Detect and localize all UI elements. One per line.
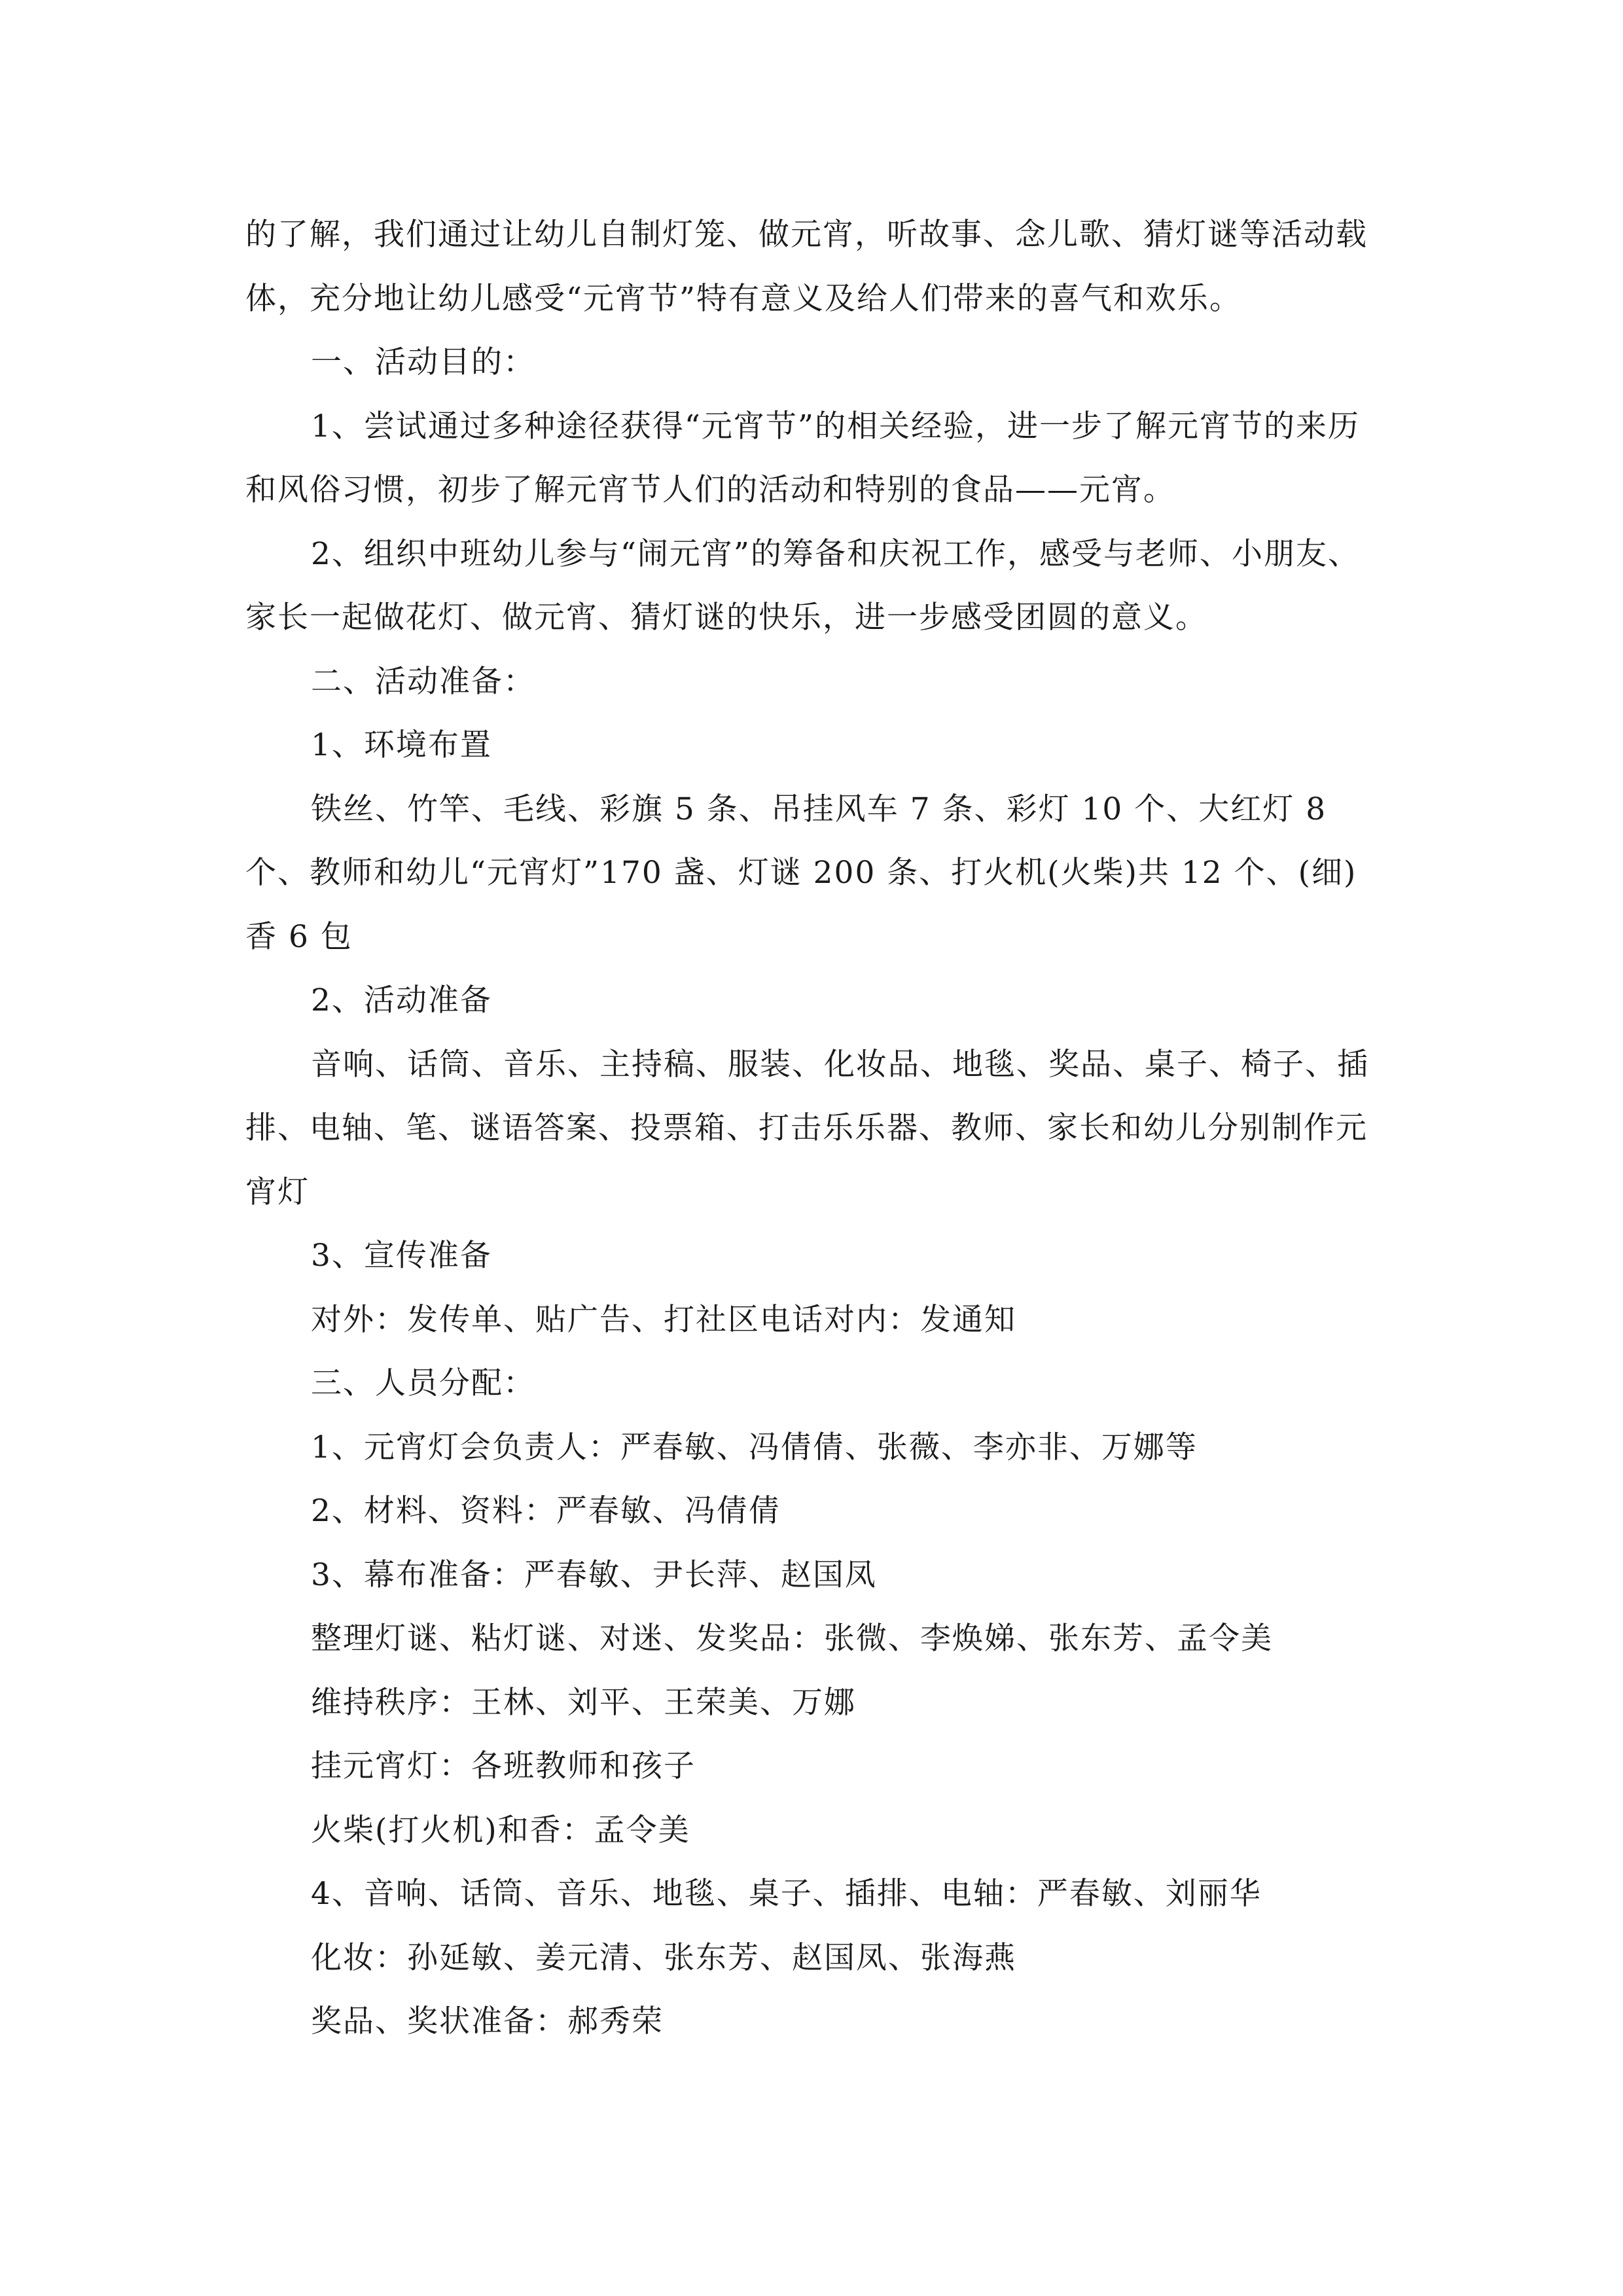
paragraph-goal-2: 2、组织中班幼儿参与“闹元宵”的筹备和庆祝工作，感受与老师、小朋友、家长一起做花灯、做元宵、猜灯谜的快乐，进一步感受团圆的意义。 bbox=[245, 535, 1360, 636]
subheading-environment: 1、环境布置 bbox=[311, 727, 492, 763]
paragraph-environment-items: 铁丝、竹竿、毛线、彩旗 5 条、吊挂风车 7 条、彩灯 10 个、大红灯 8 个、教师和幼儿“元宵灯”170 盏、灯谜 200 条、打火机(火柴)共 12 个、(细)香 6 包 bbox=[245, 791, 1357, 955]
heading-activity-preparation: 二、活动准备： bbox=[311, 663, 535, 700]
list-item-lantern-leaders: 1、元宵灯会负责人：严春敏、冯倩倩、张薇、李亦非、万娜等 bbox=[311, 1429, 1198, 1465]
document-body bbox=[245, 203, 1384, 2054]
list-item-prizes: 奖品、奖状准备：郝秀荣 bbox=[311, 2003, 664, 2039]
paragraph-publicity: 对外：发传单、贴广告、打社区电话对内：发通知 bbox=[311, 1301, 1016, 1338]
list-item-materials: 2、材料、资料：严春敏、冯倩倩 bbox=[311, 1493, 781, 1529]
heading-staff-assignment: 三、人员分配： bbox=[311, 1365, 535, 1401]
paragraph-intro-continued: 的了解，我们通过让幼儿自制灯笼、做元宵，听故事、念儿歌、猜灯谜等活动载体，充分地让幼儿感受“元宵节”特有意义及给人们带来的喜气和欢乐。 bbox=[245, 217, 1368, 317]
paragraph-activity-items: 音响、话筒、音乐、主持稿、服装、化妆品、地毯、奖品、桌子、椅子、插排、电轴、笔、谜语答案、投票箱、打击乐乐器、教师、家长和幼儿分别制作元宵灯 bbox=[245, 1046, 1369, 1210]
paragraph-goal-1: 1、尝试通过多种途径获得“元宵节”的相关经验，进一步了解元宵节的来历和风俗习惯，初步了解元宵节人们的活动和特别的食品——元宵。 bbox=[245, 408, 1360, 508]
subheading-publicity: 3、宣传准备 bbox=[311, 1238, 492, 1274]
list-item-matches: 火柴(打火机)和香：孟令美 bbox=[311, 1812, 690, 1848]
list-item-makeup: 化妆：孙延敏、姜元清、张东芳、赵国凤、张海燕 bbox=[311, 1939, 1016, 1976]
list-item-audio: 4、音响、话筒、音乐、地毯、桌子、插排、电轴：严春敏、刘丽华 bbox=[311, 1876, 1262, 1912]
subheading-activity-prep: 2、活动准备 bbox=[311, 982, 492, 1018]
list-item-riddles: 整理灯谜、粘灯谜、对迷、发奖品：张微、李焕娣、张东芳、孟令美 bbox=[311, 1621, 1273, 1657]
list-item-order: 维持秩序：王林、刘平、王荣美、万娜 bbox=[311, 1684, 856, 1721]
heading-activity-goals: 一、活动目的： bbox=[311, 344, 535, 380]
list-item-curtain: 3、幕布准备：严春敏、尹长萍、赵国凤 bbox=[311, 1556, 877, 1593]
list-item-hang-lanterns: 挂元宵灯：各班教师和孩子 bbox=[311, 1748, 696, 1784]
